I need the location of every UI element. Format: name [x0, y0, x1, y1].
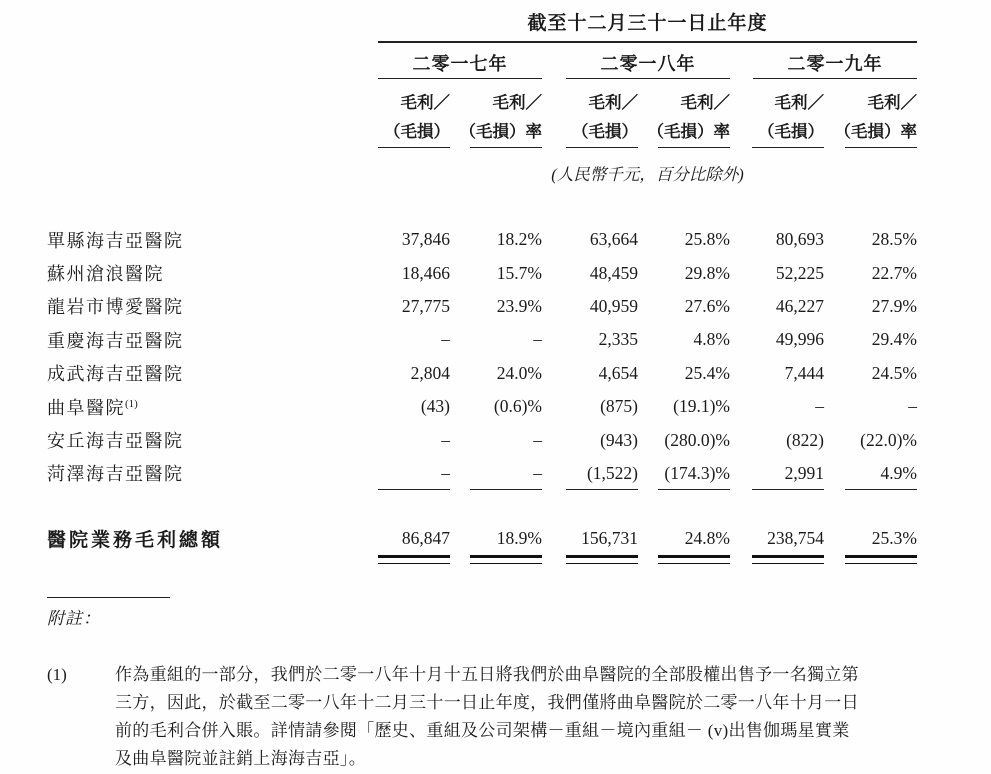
- col-header-line: 毛利／: [492, 93, 542, 112]
- value-cell: 18,466: [401, 262, 450, 283]
- footnote-line: 及曲阜醫院並註銷上海海吉亞」。: [115, 749, 366, 768]
- margin-cell: (0.6)%: [493, 396, 542, 417]
- col-header-2018-value: [543, 88, 638, 146]
- col-header-line: 毛利／: [774, 93, 824, 112]
- total-double-rule: [378, 555, 450, 564]
- footnote-1: [47, 661, 945, 773]
- total-double-rule: [470, 555, 542, 564]
- hospital-name: 龍岩市博愛醫院: [47, 297, 184, 318]
- column-underline: [378, 489, 450, 491]
- col-header-line: 毛利／: [867, 93, 917, 112]
- column-underline: [658, 489, 730, 491]
- total-double-rule: [845, 555, 917, 564]
- margin-cell: 18.2%: [496, 229, 542, 250]
- footnote-text: [115, 661, 945, 773]
- value-cell: 2,804: [410, 362, 450, 383]
- total-double-rule: [752, 555, 824, 564]
- margin-cell: 23.9%: [496, 295, 542, 316]
- table-row: [47, 223, 917, 256]
- col-header-2019-margin: [822, 88, 917, 146]
- table-row: [47, 357, 917, 390]
- column-underline: [845, 147, 917, 148]
- margin-cell: 24.5%: [871, 362, 917, 383]
- period-header: 截至十二月三十一日止年度: [527, 13, 768, 34]
- margin-cell: 25.4%: [684, 362, 730, 383]
- value-cell: 7,444: [784, 362, 824, 383]
- row-label: [47, 260, 378, 286]
- margin-cell: –: [533, 462, 542, 483]
- value-cell: 49,996: [775, 329, 824, 350]
- footnote-number: (1): [47, 665, 67, 684]
- table-row: [47, 390, 917, 423]
- column-underline: [566, 147, 638, 148]
- col-header-2018-margin: [635, 88, 730, 146]
- total-double-rule: [566, 555, 638, 564]
- margin-cell: 4.8%: [693, 329, 730, 350]
- subtotal-rule-row: [47, 489, 917, 491]
- unit-note: (人民幣千元，百分比除外): [551, 165, 744, 184]
- col-header-line: （毛損）率: [647, 122, 730, 141]
- margin-cell: (174.3)%: [664, 462, 730, 483]
- row-label: [47, 460, 378, 486]
- row-label: [47, 394, 378, 420]
- value-cell: 27,775: [401, 295, 450, 316]
- hospital-name: 單縣海吉亞醫院: [47, 230, 184, 251]
- row-label: [47, 360, 378, 386]
- col-header-line: （毛損）: [572, 122, 638, 141]
- column-underline: [378, 147, 450, 148]
- value-cell: 46,227: [775, 295, 824, 316]
- value-cell: (822): [786, 429, 824, 450]
- column-underline: [470, 147, 542, 148]
- total-value-cell: 238,754: [767, 527, 824, 548]
- value-cell: –: [441, 462, 450, 483]
- table-row: [47, 256, 917, 289]
- col-header-line: （毛損）率: [459, 122, 542, 141]
- value-cell: 37,846: [401, 229, 450, 250]
- row-label: [47, 293, 378, 319]
- row-label: [47, 227, 378, 253]
- hospital-name: 重慶海吉亞醫院: [47, 330, 184, 351]
- column-underline: [566, 489, 638, 491]
- col-header-line: 毛利／: [400, 93, 450, 112]
- table-body: [47, 223, 917, 491]
- margin-cell: 28.5%: [871, 229, 917, 250]
- total-margin-cell: 25.3%: [871, 527, 917, 548]
- col-header-line: （毛損）率: [834, 122, 917, 141]
- total-value-cell: 156,731: [581, 527, 638, 548]
- total-margin-cell: 18.9%: [496, 527, 542, 548]
- hospital-name: 成武海吉亞醫院: [47, 364, 184, 385]
- footnote-ref: (1): [125, 397, 138, 410]
- margin-cell: 15.7%: [496, 262, 542, 283]
- margin-cell: 24.0%: [496, 362, 542, 383]
- value-cell: –: [815, 396, 824, 417]
- value-cell: (1,522): [586, 462, 638, 483]
- col-header-2017-value: [355, 88, 450, 146]
- footnote-line: 前的毛利合併入賬。詳情請參閱「歷史、重組及公司架構－重組－境內重組－ (v)出售伽瑪星實業: [115, 721, 850, 740]
- col-header-2019-value: [729, 88, 824, 146]
- col-header-line: 毛利／: [680, 93, 730, 112]
- value-cell: 48,459: [589, 262, 638, 283]
- value-cell: 2,335: [598, 329, 638, 350]
- margin-cell: (280.0)%: [664, 429, 730, 450]
- col-header-line: （毛損）: [758, 122, 824, 141]
- margin-cell: 4.9%: [880, 462, 917, 483]
- margin-cell: (19.1)%: [673, 396, 730, 417]
- column-underline: [845, 489, 917, 491]
- margin-cell: 29.4%: [871, 329, 917, 350]
- total-label: 醫院業務毛利總額: [47, 529, 224, 551]
- hospital-name: 曲阜醫院: [47, 397, 125, 418]
- row-label: [47, 427, 378, 453]
- total-double-rule: [658, 555, 730, 564]
- row-label: [47, 327, 378, 353]
- value-cell: 63,664: [589, 229, 638, 250]
- margin-cell: 22.7%: [871, 262, 917, 283]
- column-underline: [658, 147, 730, 148]
- value-cell: 80,693: [775, 229, 824, 250]
- value-cell: (943): [600, 429, 638, 450]
- value-cell: 52,225: [775, 262, 824, 283]
- column-underline: [470, 489, 542, 491]
- margin-cell: –: [908, 396, 917, 417]
- margin-cell: (22.0)%: [860, 429, 917, 450]
- footnote-line: 三方，因此，於截至二零一八年十二月三十一日止年度，我們僅將曲阜醫院於二零一八年十月一日: [115, 693, 859, 712]
- table-row: [47, 423, 917, 456]
- table-row: [47, 323, 917, 356]
- hospital-name: 菏澤海吉亞醫院: [47, 464, 184, 485]
- total-double-rule-row: [47, 555, 917, 564]
- footnote-line: 作為重組的一部分，我們於二零一八年十月十五日將我們於曲阜醫院的全部股權出售予一名獨立第: [115, 665, 859, 684]
- value-cell: (43): [420, 396, 450, 417]
- value-cell: –: [441, 329, 450, 350]
- table-row: [47, 290, 917, 323]
- total-margin-cell: 24.8%: [684, 527, 730, 548]
- year-label-2018: 二零一八年: [566, 50, 730, 79]
- margin-cell: –: [533, 329, 542, 350]
- value-cell: 2,991: [784, 462, 824, 483]
- hospital-name: 安丘海吉亞醫院: [47, 431, 184, 452]
- notes-label: 附註：: [47, 609, 101, 628]
- margin-cell: 27.6%: [684, 295, 730, 316]
- value-cell: 40,959: [589, 295, 638, 316]
- hospital-name: 蘇州滄浪醫院: [47, 264, 164, 285]
- margin-cell: –: [533, 429, 542, 450]
- value-cell: (875): [600, 396, 638, 417]
- column-underline: [752, 489, 824, 491]
- table-row: [47, 457, 917, 490]
- year-label-2019: 二零一九年: [753, 50, 917, 79]
- total-row: [47, 524, 917, 564]
- col-header-line: （毛損）: [384, 122, 450, 141]
- year-label-2017: 二零一七年: [378, 50, 542, 79]
- col-header-line: 毛利／: [588, 93, 638, 112]
- margin-cell: 29.8%: [684, 262, 730, 283]
- margin-cell: 25.8%: [684, 229, 730, 250]
- value-cell: –: [441, 429, 450, 450]
- margin-cell: 27.9%: [871, 295, 917, 316]
- notes-divider: [47, 597, 170, 598]
- total-value-cell: 86,847: [401, 527, 450, 548]
- col-header-2017-margin: [447, 88, 542, 146]
- column-underline: [752, 147, 824, 148]
- header-rule: [378, 41, 917, 43]
- value-cell: 4,654: [598, 362, 638, 383]
